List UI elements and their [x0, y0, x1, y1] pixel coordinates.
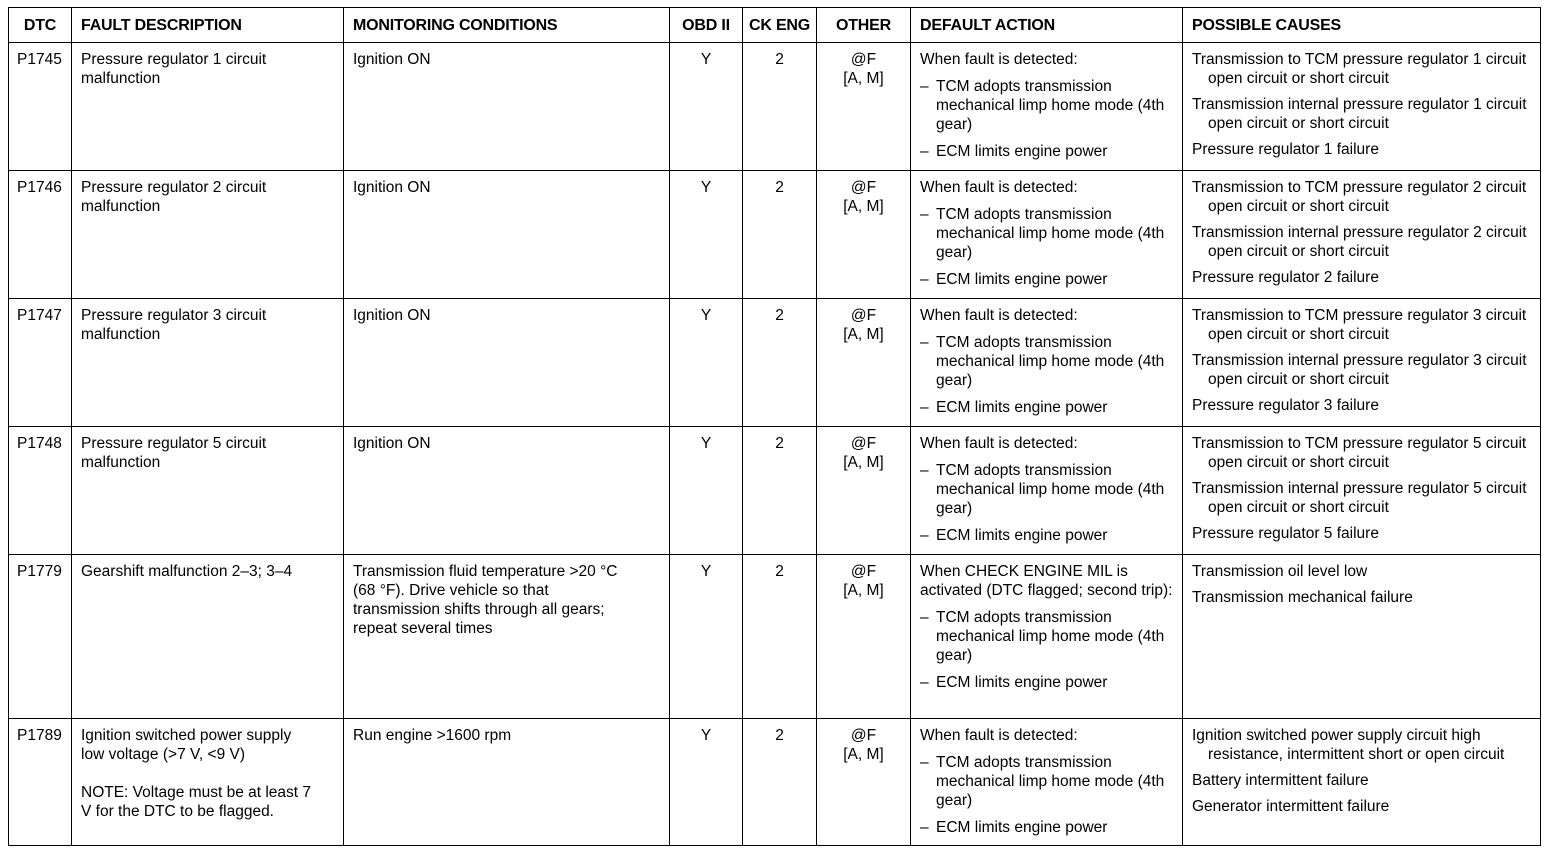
other-value	[817, 43, 911, 171]
fault-line: Gearshift malfunction 2–3; 3–4	[81, 563, 293, 580]
table-row	[9, 171, 1541, 299]
dash-icon: –	[920, 399, 929, 416]
other-line: @F	[850, 179, 877, 196]
header-ck-eng: CK ENG	[743, 8, 817, 43]
monitoring-conditions	[344, 427, 670, 555]
action-intro: When fault is detected:	[920, 51, 1078, 68]
cause-item: Transmission internal pressure regulator 1 circuit open circuit or short circuit	[1192, 96, 1527, 132]
other-value	[817, 299, 911, 427]
fault-description	[72, 555, 344, 719]
header-fault-description: FAULT DESCRIPTION	[72, 8, 344, 43]
other-line: @F	[850, 51, 877, 68]
cause-item: Transmission to TCM pressure regulator 3 circuit open circuit or short circuit	[1192, 307, 1527, 343]
possible-causes	[1183, 719, 1541, 846]
fault-line: malfunction	[81, 70, 161, 87]
action-intro: When fault is detected:	[920, 307, 1078, 324]
ck-eng-value: 2	[743, 43, 817, 171]
action-item	[920, 608, 1174, 665]
possible-causes	[1183, 43, 1541, 171]
dash-icon: –	[920, 206, 929, 223]
fault-line: malfunction	[81, 454, 161, 471]
action-item	[920, 526, 1174, 545]
cause-item: Transmission internal pressure regulator 3 circuit open circuit or short circuit	[1192, 352, 1527, 388]
table-row	[9, 299, 1541, 427]
ck-eng-value: 2	[743, 171, 817, 299]
dash-icon: –	[920, 674, 929, 691]
action-text: TCM adopts transmission mechanical limp home mode (4th gear)	[936, 462, 1165, 517]
action-item	[920, 270, 1174, 289]
other-line: [A, M]	[843, 70, 884, 87]
dtc-code: P1747	[9, 299, 72, 427]
cause-item: Pressure regulator 5 failure	[1192, 525, 1379, 542]
monitoring-line: Run engine >1600 rpm	[353, 727, 512, 744]
monitoring-conditions	[344, 43, 670, 171]
monitoring-line: Ignition ON	[353, 307, 431, 324]
obd-ii-value: Y	[670, 171, 743, 299]
fault-description	[72, 427, 344, 555]
action-item	[920, 205, 1174, 262]
fault-line: Pressure regulator 1 circuit	[81, 51, 267, 68]
monitoring-conditions	[344, 171, 670, 299]
fault-description	[72, 719, 344, 846]
other-line: @F	[850, 563, 877, 580]
action-text: ECM limits engine power	[936, 527, 1108, 544]
other-value	[817, 171, 911, 299]
table-row	[9, 719, 1541, 846]
dash-icon: –	[920, 527, 929, 544]
cause-item: Transmission to TCM pressure regulator 2 circuit open circuit or short circuit	[1192, 179, 1527, 215]
action-text: TCM adopts transmission mechanical limp home mode (4th gear)	[936, 78, 1165, 133]
action-item	[920, 673, 1174, 692]
dash-icon: –	[920, 78, 929, 95]
possible-causes	[1183, 299, 1541, 427]
other-line: @F	[850, 727, 877, 744]
monitoring-line: repeat several times	[353, 620, 493, 637]
other-line: [A, M]	[843, 326, 884, 343]
other-line: [A, M]	[843, 198, 884, 215]
default-action	[911, 719, 1183, 846]
cause-item: Generator intermittent failure	[1192, 798, 1390, 815]
fault-description	[72, 171, 344, 299]
dash-icon: –	[920, 462, 929, 479]
dash-icon: –	[920, 143, 929, 160]
default-action	[911, 43, 1183, 171]
dtc-code: P1789	[9, 719, 72, 846]
action-item	[920, 398, 1174, 417]
monitoring-line: Ignition ON	[353, 51, 431, 68]
cause-item: Ignition switched power supply circuit high resistance, intermittent short or open circuit	[1192, 727, 1505, 763]
fault-line: low voltage (>7 V, <9 V)	[81, 746, 245, 763]
dtc-table	[8, 7, 1541, 846]
note-line: V for the DTC to be flagged.	[81, 803, 274, 820]
monitoring-conditions	[344, 555, 670, 719]
obd-ii-value: Y	[670, 555, 743, 719]
header-monitoring-conditions: MONITORING CONDITIONS	[344, 8, 670, 43]
dtc-code: P1748	[9, 427, 72, 555]
fault-line: Pressure regulator 5 circuit	[81, 435, 267, 452]
header-dtc: DTC	[9, 8, 72, 43]
dash-icon: –	[920, 334, 929, 351]
monitoring-line: (68 °F). Drive vehicle so that	[353, 582, 549, 599]
other-line: @F	[850, 435, 877, 452]
cause-item: Pressure regulator 1 failure	[1192, 141, 1379, 158]
possible-causes	[1183, 171, 1541, 299]
cause-item: Transmission oil level low	[1192, 563, 1368, 580]
header-possible-causes: POSSIBLE CAUSES	[1183, 8, 1541, 43]
default-action	[911, 171, 1183, 299]
ck-eng-value: 2	[743, 299, 817, 427]
action-intro: When fault is detected:	[920, 435, 1078, 452]
possible-causes	[1183, 427, 1541, 555]
action-item	[920, 753, 1174, 810]
action-intro: When fault is detected:	[920, 727, 1078, 744]
cause-item: Battery intermittent failure	[1192, 772, 1369, 789]
dash-icon: –	[920, 819, 929, 836]
table-row	[9, 43, 1541, 171]
action-text: TCM adopts transmission mechanical limp home mode (4th gear)	[936, 754, 1165, 809]
cause-item: Pressure regulator 3 failure	[1192, 397, 1379, 414]
other-value	[817, 427, 911, 555]
action-text: ECM limits engine power	[936, 819, 1108, 836]
cause-item: Transmission internal pressure regulator 5 circuit open circuit or short circuit	[1192, 480, 1527, 516]
note	[81, 783, 335, 821]
action-text: TCM adopts transmission mechanical limp home mode (4th gear)	[936, 206, 1165, 261]
monitoring-line: Transmission fluid temperature >20 °C	[353, 563, 618, 580]
action-item	[920, 142, 1174, 161]
possible-causes	[1183, 555, 1541, 719]
monitoring-conditions	[344, 719, 670, 846]
dtc-code: P1779	[9, 555, 72, 719]
action-text: ECM limits engine power	[936, 399, 1108, 416]
fault-line: Ignition switched power supply	[81, 727, 292, 744]
other-value	[817, 555, 911, 719]
monitoring-line: Ignition ON	[353, 435, 431, 452]
header-default-action: DEFAULT ACTION	[911, 8, 1183, 43]
fault-line: Pressure regulator 2 circuit	[81, 179, 267, 196]
action-item	[920, 77, 1174, 134]
obd-ii-value: Y	[670, 299, 743, 427]
ck-eng-value: 2	[743, 555, 817, 719]
default-action	[911, 427, 1183, 555]
fault-description	[72, 299, 344, 427]
action-intro: When fault is detected:	[920, 179, 1078, 196]
action-text: ECM limits engine power	[936, 674, 1108, 691]
obd-ii-value: Y	[670, 719, 743, 846]
ck-eng-value: 2	[743, 719, 817, 846]
cause-item: Transmission to TCM pressure regulator 5 circuit open circuit or short circuit	[1192, 435, 1527, 471]
cause-item: Transmission mechanical failure	[1192, 589, 1413, 606]
cause-item: Transmission internal pressure regulator 2 circuit open circuit or short circuit	[1192, 224, 1527, 260]
monitoring-line: Ignition ON	[353, 179, 431, 196]
dtc-code: P1745	[9, 43, 72, 171]
default-action	[911, 555, 1183, 719]
action-text: ECM limits engine power	[936, 143, 1108, 160]
dtc-code: P1746	[9, 171, 72, 299]
dash-icon: –	[920, 271, 929, 288]
ck-eng-value: 2	[743, 427, 817, 555]
monitoring-line: transmission shifts through all gears;	[353, 601, 605, 618]
default-action	[911, 299, 1183, 427]
action-item	[920, 818, 1174, 837]
action-text: TCM adopts transmission mechanical limp home mode (4th gear)	[936, 609, 1165, 664]
header-other: OTHER	[817, 8, 911, 43]
fault-description	[72, 43, 344, 171]
action-intro: When CHECK ENGINE MIL is activated (DTC flagged; second trip):	[920, 563, 1173, 599]
fault-line: Pressure regulator 3 circuit	[81, 307, 267, 324]
other-line: [A, M]	[843, 746, 884, 763]
header-row	[9, 8, 1541, 43]
other-line: [A, M]	[843, 454, 884, 471]
table-row	[9, 555, 1541, 719]
header-obd-ii: OBD II	[670, 8, 743, 43]
fault-line: malfunction	[81, 198, 161, 215]
action-item	[920, 333, 1174, 390]
obd-ii-value: Y	[670, 43, 743, 171]
obd-ii-value: Y	[670, 427, 743, 555]
fault-line: malfunction	[81, 326, 161, 343]
note-line: NOTE: Voltage must be at least 7	[81, 784, 312, 801]
other-line: @F	[850, 307, 877, 324]
action-item	[920, 461, 1174, 518]
dash-icon: –	[920, 609, 929, 626]
action-text: TCM adopts transmission mechanical limp home mode (4th gear)	[936, 334, 1165, 389]
dash-icon: –	[920, 754, 929, 771]
table-row	[9, 427, 1541, 555]
monitoring-conditions	[344, 299, 670, 427]
other-value	[817, 719, 911, 846]
cause-item: Transmission to TCM pressure regulator 1 circuit open circuit or short circuit	[1192, 51, 1527, 87]
action-text: ECM limits engine power	[936, 271, 1108, 288]
other-line: [A, M]	[843, 582, 884, 599]
cause-item: Pressure regulator 2 failure	[1192, 269, 1379, 286]
